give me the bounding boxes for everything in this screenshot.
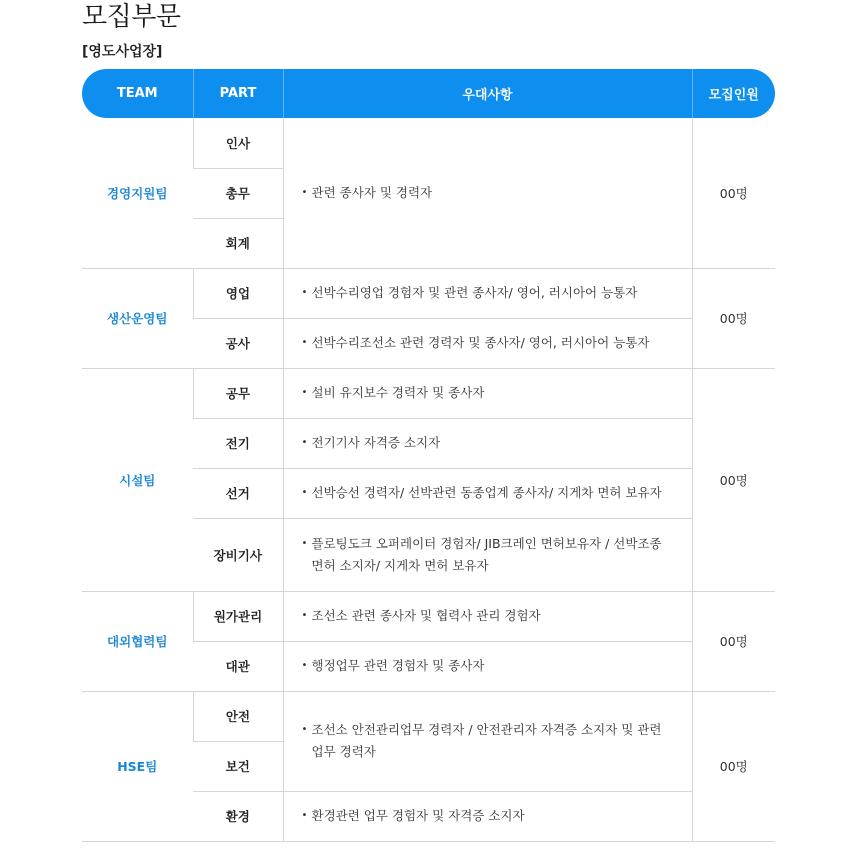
preference-cell: • 관련 종사자 및 경력자 [283,118,692,268]
preference-cell: • 선박수리조선소 관련 경력자 및 종사자/ 영어, 러시아어 능통자 [283,318,692,368]
part-cell: 전기 [193,418,283,468]
table-header-row [82,69,775,118]
part-cell: 장비기사 [193,518,283,591]
part-cell: 총무 [193,168,283,218]
bullet-icon: • [301,724,308,735]
headcount-cell: 00명 [692,591,775,691]
bullet-icon: • [301,387,308,398]
part-cell: 대관 [193,641,283,691]
part-cell: 원가관리 [193,591,283,641]
header-team: TEAM [82,69,193,118]
site-label: [영도사업장] [82,44,163,60]
team-cell: 대외협력팀 [82,591,193,691]
part-cell: 공무 [193,368,283,418]
headcount-cell: 00명 [692,118,775,268]
bullet-icon: • [301,437,308,448]
part-cell: 선거 [193,468,283,518]
preference-cell: • 환경관련 업무 경험자 및 자격증 소지자 [283,791,692,841]
preference-cell: • 설비 유지보수 경력자 및 종사자 [283,368,692,418]
page-title: 모집부문 [82,2,181,32]
part-cell: 안전 [193,691,283,741]
preference-cell: • 선박승선 경력자/ 선박관련 동종업계 종사자/ 지게차 면허 보유자 [283,468,692,518]
bullet-icon: • [301,487,308,498]
table-row [82,691,775,741]
part-cell: 환경 [193,791,283,841]
table-row [82,268,775,318]
bullet-icon: • [301,660,308,671]
bullet-icon: • [301,337,308,348]
preference-cell: • 플로팅도크 오퍼레이터 경험자/ JIB크레인 면허보유자 / 선박조종면허 소지자/ 지게차 면허 보유자 [283,518,692,591]
team-cell: 생산운영팀 [82,268,193,368]
part-cell: 공사 [193,318,283,368]
preference-cell: • 조선소 관련 종사자 및 협력사 관리 경험자 [283,591,692,641]
header-part: PART [193,69,283,118]
bullet-icon: • [301,537,308,549]
table-row [82,368,775,418]
table-row [82,591,775,641]
header-preference: 우대사항 [283,69,692,118]
part-cell: 회계 [193,218,283,268]
bullet-icon: • [301,186,308,198]
preference-cell: • 전기기사 자격증 소지자 [283,418,692,468]
headcount-cell: 00명 [692,368,775,591]
headcount-cell: 00명 [692,268,775,368]
part-cell: 보건 [193,741,283,791]
bullet-icon: • [301,287,308,298]
team-cell: 경영지원팀 [82,118,193,268]
header-headcount: 모집인원 [692,69,775,118]
team-cell: HSE팀 [82,691,193,841]
table-row [82,118,775,168]
bullet-icon: • [301,810,308,821]
recruitment-table [82,69,775,842]
part-cell: 인사 [193,118,283,168]
preference-cell: • 선박수리영업 경험자 및 관련 종사자/ 영어, 러시아어 능통자 [283,268,692,318]
team-cell: 시설팀 [82,368,193,591]
preference-cell: • 행정업무 관련 경험자 및 종사자 [283,641,692,691]
headcount-cell: 00명 [692,691,775,841]
part-cell: 영업 [193,268,283,318]
preference-cell: • 조선소 안전관리업무 경력자 / 안전관리자 자격증 소지자 및 관련업무 경력자 [283,691,692,791]
bullet-icon: • [301,610,308,621]
